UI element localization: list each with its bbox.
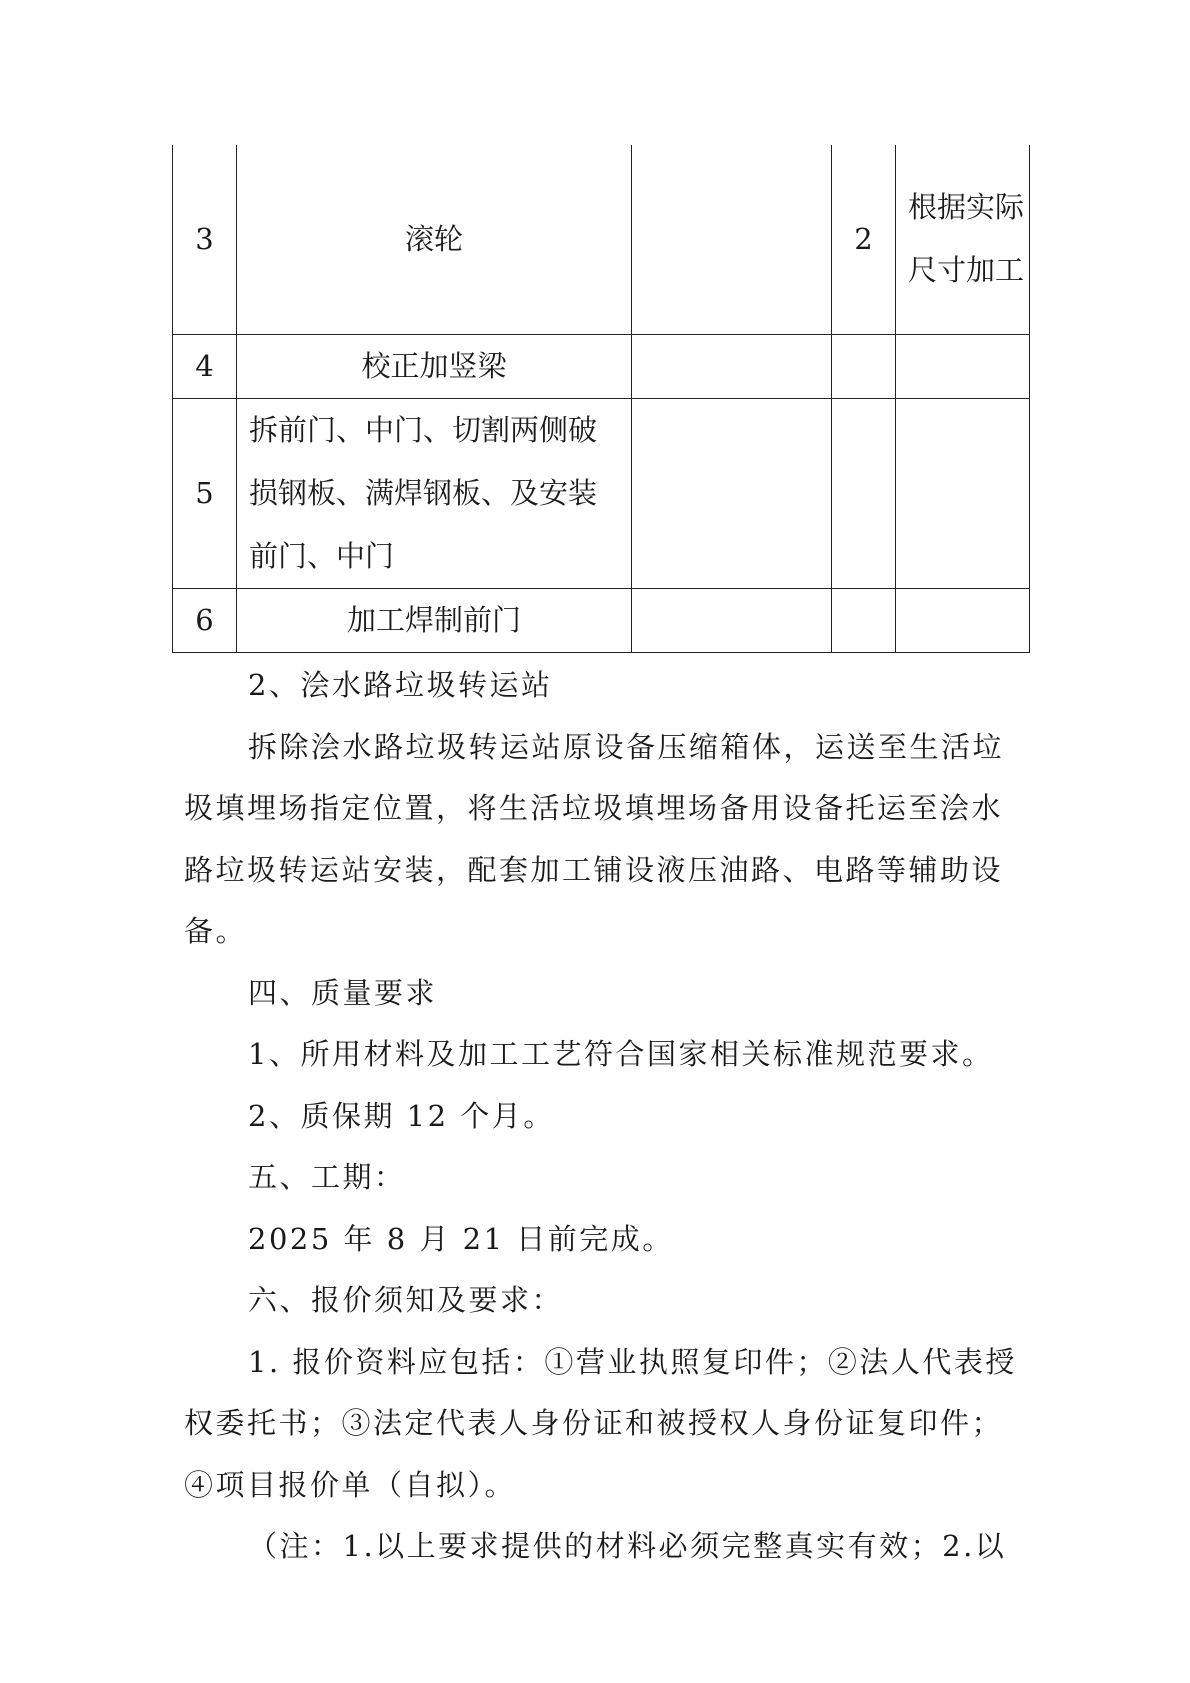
body-paragraph: 1. 报价资料应包括：①营业执照复印件；②法人代表授权委托书；③法定代表人身份证和被授权人身份证复印件；④项目报价单（自拟）。 (184, 1344, 1017, 1502)
row-spec (632, 334, 832, 398)
row-note (896, 588, 1030, 652)
row-item: 校正加竖梁 (237, 334, 632, 398)
table-row (173, 588, 1030, 652)
row-number: 3 (173, 145, 237, 334)
row-spec (632, 398, 832, 588)
row-number: 4 (173, 334, 237, 398)
row-quantity: 2 (832, 145, 896, 334)
row-note: 根据实际尺寸加工 (896, 145, 1030, 334)
row-number: 5 (173, 398, 237, 588)
row-quantity (832, 334, 896, 398)
row-item: 拆前门、中门、切割两侧破损钢板、满焊钢板、及安装前门、中门 (237, 398, 632, 588)
row-spec (632, 588, 832, 652)
body-paragraph: 拆除浍水路垃圾转运站原设备压缩箱体，运送至生活垃圾填埋场指定位置，将生活垃圾填埋场备用设备托运至浍水路垃圾转运站安装，配套加工铺设液压油路、电路等辅助设备。 (184, 729, 1005, 948)
document-body (184, 655, 1026, 1578)
item-table (172, 145, 1030, 653)
table-row (173, 398, 1030, 588)
row-spec (632, 145, 832, 334)
body-paragraph: 2025 年 8 月 21 日前完成。 (248, 1221, 674, 1256)
row-item: 加工焊制前门 (237, 588, 632, 652)
section-heading: 2、浍水路垃圾转运站 (248, 668, 553, 702)
section-heading: 四、质量要求 (248, 975, 438, 1010)
section-heading: 五、工期： (248, 1160, 406, 1194)
row-number: 6 (173, 588, 237, 652)
table-row (173, 145, 1030, 334)
row-note (896, 398, 1030, 588)
row-quantity (832, 588, 896, 652)
table-row (173, 334, 1030, 398)
row-quantity (832, 398, 896, 588)
note-paragraph: （注：1.以上要求提供的材料必须完整真实有效；2.以 (248, 1529, 1007, 1563)
row-item: 滚轮 (237, 145, 632, 334)
section-heading: 六、报价须知及要求： (248, 1283, 564, 1317)
body-paragraph: 2、质保期 12 个月。 (248, 1098, 555, 1133)
row-note (896, 334, 1030, 398)
body-paragraph: 1、所用材料及加工工艺符合国家相关标准规范要求。 (248, 1037, 994, 1071)
